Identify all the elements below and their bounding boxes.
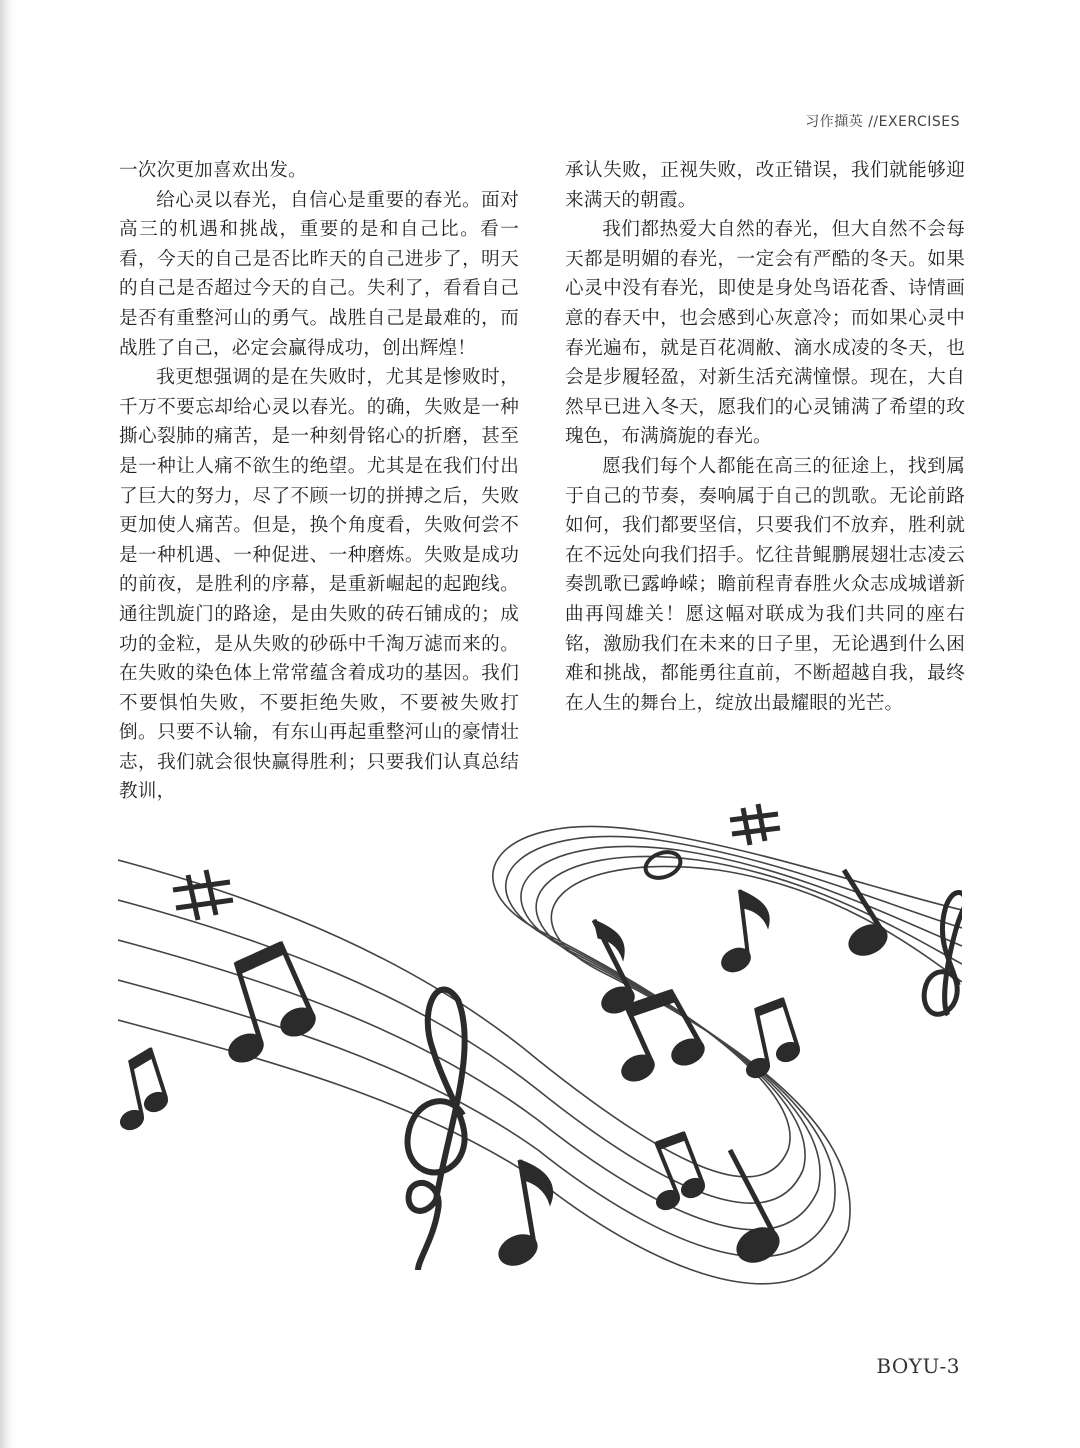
paragraph: 我们都热爱大自然的春光，但大自然不会每天都是明媚的春光，一定会有严酷的冬天。如果心灵中没有春光，即使是身处鸟语花香、诗情画意的春天中，也会感到心灰意冷；而如果心灵中春光遍布，就是百花凋敝、滴水成凌的冬天，也会是步履轻盈，对新生活充满憧憬。现在，大自然早已进入冬天，愿我们的心灵铺满了希望的玫瑰色，布满旖旎的春光。: [565, 219, 965, 448]
beamed-notes-icon: [118, 1048, 171, 1133]
paragraph: 承认失败，正视失败，改正错误，我们就能够迎来满天的朝霞。: [565, 160, 965, 211]
whole-note-icon: [642, 848, 684, 883]
beamed-notes-icon: [743, 998, 802, 1081]
music-staff-notes-icon: [118, 790, 962, 1290]
staff-line: [118, 826, 962, 1176]
quarter-note-icon: [730, 1150, 785, 1269]
left-text-column: [119, 156, 519, 807]
page-number: BOYU-3: [876, 1354, 960, 1378]
staff-line: [118, 866, 962, 1283]
paragraph: 愿我们每个人都能在高三的征途上，找到属于自己的节奏，奏响属于自己的凯歌。无论前路如何，我们都要坚信，只要我们不放弃，胜利就在不远处向我们招手。忆往昔鲲鹏展翅壮志凌云奏凯歌已露峥嵘；瞻前程青春胜火众志成城谱新曲再闯雄关！愿这幅对联成为我们共同的座右铭，激励我们在未来的日子里，无论遇到什么困难和挑战，都能勇往直前，不断超越自我，最终在人生的舞台上，绽放出最耀眼的光芒。: [565, 455, 965, 714]
eighth-note-icon: [494, 1160, 553, 1271]
paragraph: 我更想强调的是在失败时，尤其是惨败时，千万不要忘却给心灵以春光。的确，失败是一种撕心裂肺的痛苦，是一种刻骨铭心的折磨，甚至是一种让人痛不欲生的绝望。尤其是在我们付出了巨大的努力，尽了不顾一切的拼搏之后，失败更加使人痛苦。但是，换个角度看，失败何尝不是一种机遇、一种促进、一种磨炼。失败是成功的前夜，是胜利的序幕，是重新崛起的起跑线。通往凯旋门的路途，是由失败的砖石铺成的；成功的金粒，是从失败的砂砾中千淘万滤而来的。在失败的染色体上常常蕴含着成功的基因。我们不要惧怕失败，不要拒绝失败，不要被失败打倒。只要不认输，有东山再起重整河山的豪情壮志，我们就会很快赢得胜利；只要我们认真总结教训，: [119, 367, 519, 803]
paragraph: 一次次更加喜欢出发。: [119, 160, 307, 181]
eighth-note-icon: [718, 890, 770, 976]
sharp-icon: [730, 804, 780, 845]
paragraph: 给心灵以春光，自信心是重要的春光。面对高三的机遇和挑战，重要的是和自己比。看一看，今天的自己是否比昨天的自己进步了，明天的自己是否超过今天的自己。失利了，看看自己是否有重整河山的勇气。战胜自己是最难的，而战胜了自己，必定会赢得成功，创出辉煌！: [119, 189, 519, 359]
treble-clef-icon: [408, 990, 465, 1270]
quarter-note-icon: [844, 870, 892, 961]
section-header: 习作擷英 //EXERCISES: [805, 114, 960, 130]
page-edge-shadow: [0, 0, 14, 1448]
beamed-notes-icon: [653, 1132, 707, 1213]
sharp-icon: [173, 870, 233, 920]
right-text-column: [565, 156, 965, 718]
